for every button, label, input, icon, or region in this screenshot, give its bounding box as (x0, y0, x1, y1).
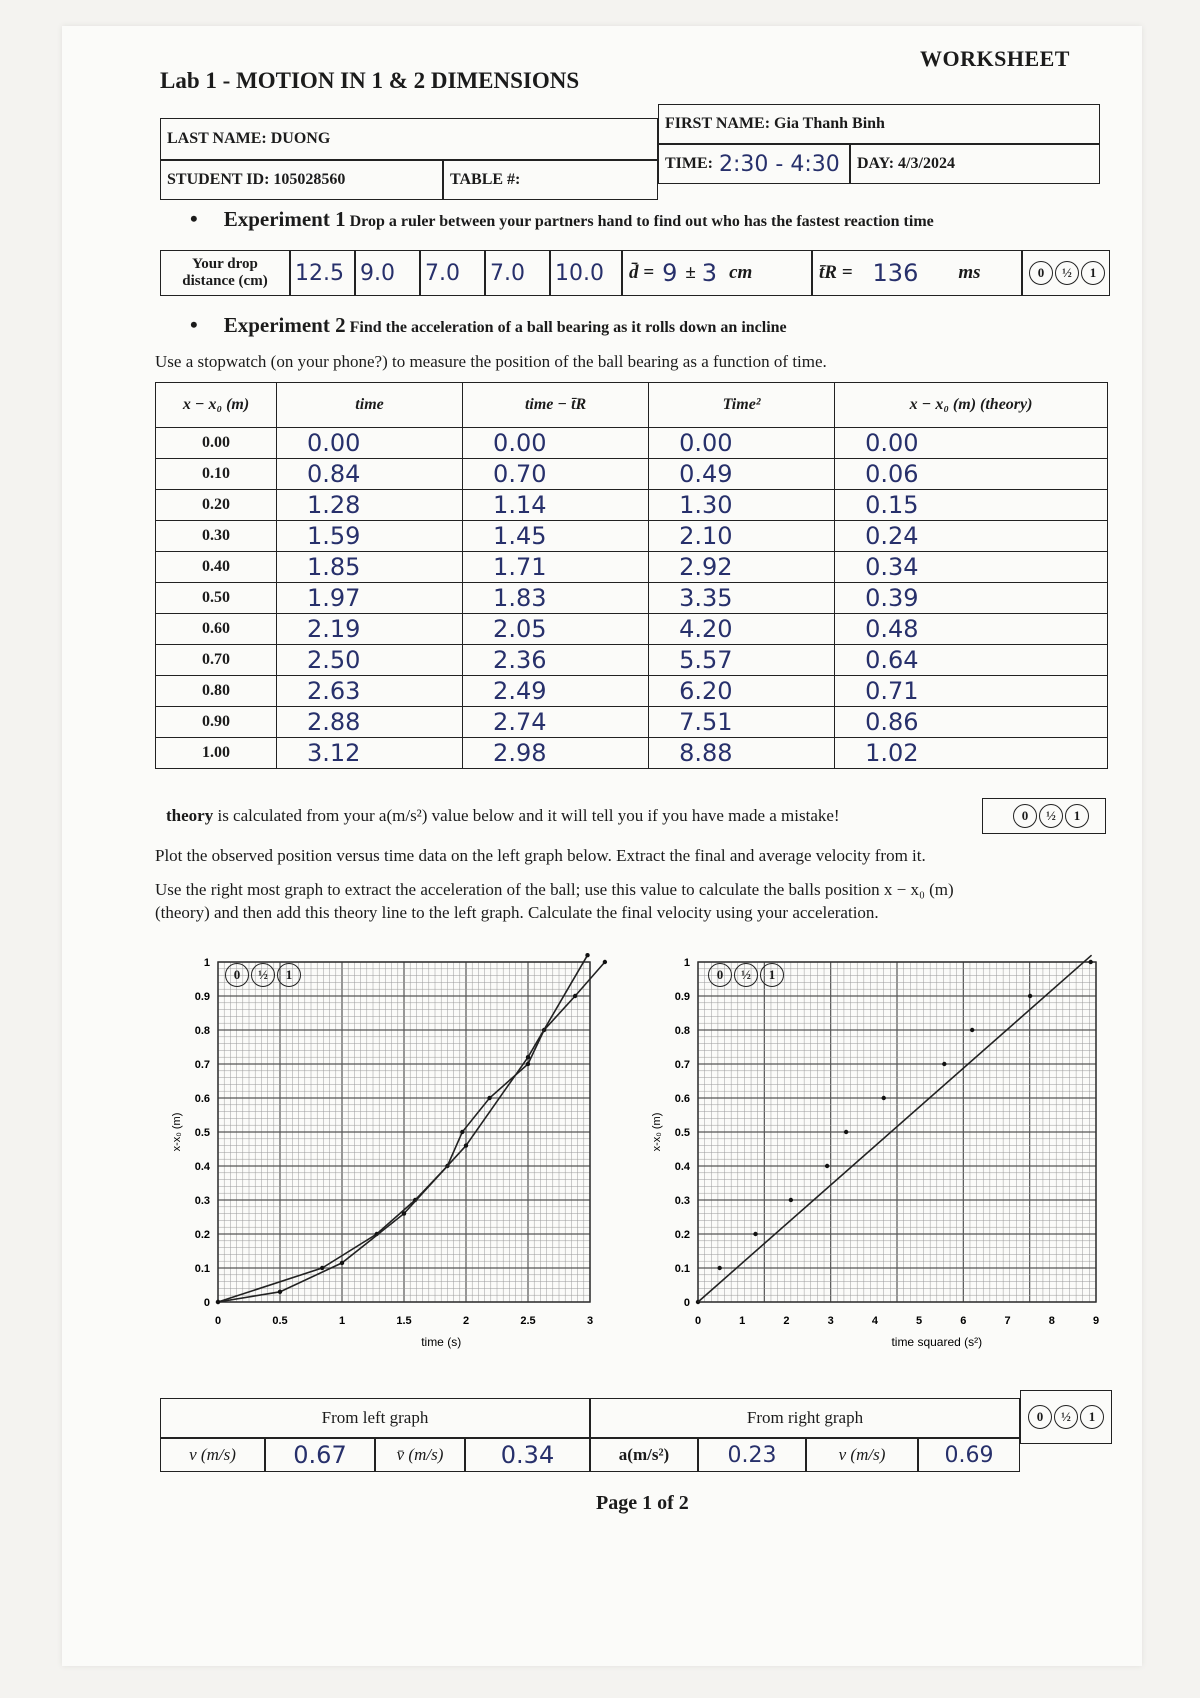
x-tick-label: 3 (586, 1315, 594, 1327)
data-point (573, 994, 577, 998)
x-tick-label: 4 (871, 1315, 878, 1327)
y-tick-label: 0.5 (674, 1127, 690, 1139)
exp2-text: Find the acceleration of a ball bearing as it rolls down an incline (349, 319, 787, 336)
d-mean-cell: d̄ = 9 ± 3 cm (622, 250, 812, 296)
measurement-cell: 0.34 (835, 552, 1108, 583)
time-label: TIME: (665, 155, 713, 172)
measurement-cell: 2.19 (277, 614, 463, 645)
column-header: Time² (649, 383, 835, 428)
v2-value: 0.69 (918, 1438, 1020, 1472)
x-tick-label: 5 (916, 1315, 923, 1327)
data-point (526, 1062, 530, 1066)
y-tick-label: 0.6 (674, 1093, 690, 1105)
day-field: DAY: 4/3/2024 (850, 144, 1100, 184)
plot-instruction-1: Plot the observed position versus time data on the left graph below. Extract the final and average velocity from it. (155, 846, 926, 865)
measurement-cell: 1.71 (463, 552, 649, 583)
y-tick-label: 0.8 (194, 1025, 210, 1037)
table-row (156, 707, 1108, 738)
measurement-cell: 2.36 (463, 645, 649, 676)
y-tick-label: 0.9 (194, 991, 210, 1003)
x-tick-label: 7 (1004, 1315, 1011, 1327)
d-value: 9 (662, 259, 678, 287)
x-tick-label: 9 (1092, 1315, 1100, 1327)
position-time-squared-chart (630, 940, 1120, 1360)
lab-title: Lab 1 - MOTION IN 1 & 2 DIMENSIONS (160, 68, 580, 93)
a-label: a(m/s²) (590, 1438, 698, 1472)
right-graph-heading: From right graph (590, 1398, 1020, 1438)
position-cell: 0.30 (156, 521, 277, 552)
y-axis-label: x-x₀ (m) (651, 1112, 663, 1152)
position-time-chart (150, 940, 630, 1360)
x-tick-label: 0 (694, 1315, 702, 1327)
plot-instruction-2: Use the right most graph to extract the acceleration of the ball; use this value to calculate the balls position x − x₀ (m) (155, 880, 954, 899)
position-cell: 0.50 (156, 583, 277, 614)
position-cell: 0.90 (156, 707, 277, 738)
data-point (487, 1096, 491, 1100)
position-cell: 0.70 (156, 645, 277, 676)
plot-instruction-3: (theory) and then add this theory line to the left graph. Calculate the final velocity using your acceleration. (155, 903, 879, 922)
measurement-cell: 1.28 (277, 490, 463, 521)
theory-note: theory is calculated from your a(m/s²) value below and it will tell you if you have made a mistake! (166, 806, 840, 825)
v-label: v (m/s) (160, 1438, 265, 1472)
exp1-heading-row: • Experiment 1 Drop a ruler between your partners hand to find out who has the fastest reaction time (190, 206, 934, 231)
data-point (585, 953, 589, 957)
x-tick-label: 1 (338, 1315, 346, 1327)
last-name-field: LAST NAME: DUONG (160, 118, 658, 160)
reaction-time-cell: t̄R = 136 ms (812, 250, 1022, 296)
data-point (216, 1300, 220, 1304)
table-row (156, 490, 1108, 521)
data-point (970, 1028, 974, 1032)
data-point (402, 1211, 406, 1215)
position-cell: 0.20 (156, 490, 277, 521)
measurement-cell: 0.00 (649, 428, 835, 459)
x-tick-label: 2 (783, 1315, 790, 1327)
table-row (156, 459, 1108, 490)
measurement-cell: 2.49 (463, 676, 649, 707)
measurement-cell: 3.12 (277, 738, 463, 769)
measurement-cell: 0.00 (835, 428, 1108, 459)
measurement-cell: 2.98 (463, 738, 649, 769)
drop-distance-2: 9.0 (355, 250, 420, 296)
y-tick-label: 0.9 (674, 991, 690, 1003)
x-tick-label: 6 (960, 1315, 967, 1327)
measurement-cell: 1.97 (277, 583, 463, 614)
table-row (156, 428, 1108, 459)
measurement-cell: 2.05 (463, 614, 649, 645)
drop-distance-label: Your drop distance (cm) (160, 250, 290, 296)
x-tick-label: 0 (214, 1315, 222, 1327)
series-line (218, 955, 588, 1302)
measurement-cell: 6.20 (649, 676, 835, 707)
y-tick-label: 0.7 (674, 1059, 690, 1071)
measurement-cell: 4.20 (649, 614, 835, 645)
measurement-cell: 2.10 (649, 521, 835, 552)
exp2-instruction: Use a stopwatch (on your phone?) to measure the position of the ball bearing as a function of time. (155, 352, 827, 371)
table-number-field: TABLE #: (443, 160, 658, 200)
data-table (155, 382, 1108, 769)
position-cell: 0.60 (156, 614, 277, 645)
column-header: x − x₀ (m) (theory) (835, 383, 1108, 428)
data-point (526, 1055, 530, 1059)
a-value: 0.23 (698, 1438, 806, 1472)
table-row (156, 583, 1108, 614)
left-graph-heading: From left graph (160, 1398, 590, 1438)
measurement-cell: 2.63 (277, 676, 463, 707)
exp1-heading: Experiment 1 (223, 207, 346, 231)
results-grade: 0 ½ 1 (1020, 1390, 1112, 1444)
y-tick-label: 1 (683, 957, 690, 969)
data-point (717, 1266, 721, 1270)
left-graph-grade: 0 ½ 1 (225, 963, 301, 987)
y-tick-label: 0.4 (674, 1161, 690, 1173)
v2-label: v (m/s) (806, 1438, 918, 1472)
measurement-cell: 0.70 (463, 459, 649, 490)
position-cell: 0.40 (156, 552, 277, 583)
data-point (464, 1143, 468, 1147)
y-tick-label: 0.2 (194, 1229, 210, 1241)
data-point (278, 1290, 282, 1294)
data-point (825, 1164, 829, 1168)
y-tick-label: 0.1 (674, 1263, 690, 1275)
time-field (658, 144, 850, 184)
position-cell: 0.00 (156, 428, 277, 459)
y-tick-label: 0.6 (194, 1093, 210, 1105)
y-tick-label: 0.2 (674, 1229, 690, 1241)
y-tick-label: 0.8 (674, 1025, 690, 1037)
measurement-cell: 0.15 (835, 490, 1108, 521)
data-point (1088, 960, 1092, 964)
measurement-cell: 2.88 (277, 707, 463, 738)
data-point (603, 960, 607, 964)
table-row (156, 676, 1108, 707)
table-row (156, 614, 1108, 645)
table-row (156, 738, 1108, 769)
measurement-cell: 0.64 (835, 645, 1108, 676)
right-graph-grade: 0 ½ 1 (708, 963, 784, 987)
exp1-grade: 0 ½ 1 (1022, 250, 1110, 296)
data-point (460, 1130, 464, 1134)
y-tick-label: 1 (203, 957, 210, 969)
measurement-cell: 0.00 (277, 428, 463, 459)
x-axis-label: time (s) (421, 1335, 462, 1349)
column-header: time (277, 383, 463, 428)
position-cell: 0.80 (156, 676, 277, 707)
measurement-cell: 0.84 (277, 459, 463, 490)
x-tick-label: 0.5 (272, 1315, 288, 1327)
x-tick-label: 8 (1048, 1315, 1055, 1327)
data-point (753, 1232, 757, 1236)
drop-distance-4: 7.0 (485, 250, 550, 296)
measurement-cell: 2.50 (277, 645, 463, 676)
measurement-cell: 0.24 (835, 521, 1108, 552)
y-tick-label: 0 (203, 1297, 210, 1309)
data-point (844, 1130, 848, 1134)
time-value: 2:30 - 4:30 (719, 151, 840, 177)
y-tick-label: 0.3 (194, 1195, 210, 1207)
measurement-cell: 0.49 (649, 459, 835, 490)
measurement-cell: 1.14 (463, 490, 649, 521)
data-point (882, 1096, 886, 1100)
worksheet-label: WORKSHEET (920, 46, 1070, 71)
data-point (1028, 994, 1032, 998)
x-tick-label: 2 (462, 1315, 470, 1327)
measurement-cell: 1.30 (649, 490, 835, 521)
x-tick-label: 3 (827, 1315, 834, 1327)
column-header: x − x₀ (m) (156, 383, 277, 428)
y-tick-label: 0.7 (194, 1059, 210, 1071)
measurement-cell: 0.86 (835, 707, 1108, 738)
y-tick-label: 0.3 (674, 1195, 690, 1207)
student-id-field: STUDENT ID: 105028560 (160, 160, 443, 200)
x-axis-label: time squared (s²) (891, 1335, 983, 1349)
drop-distance-3: 7.0 (420, 250, 485, 296)
y-tick-label: 0.5 (194, 1127, 210, 1139)
measurement-cell: 1.45 (463, 521, 649, 552)
y-tick-label: 0.1 (194, 1263, 210, 1275)
x-tick-label: 1 (739, 1315, 746, 1327)
measurement-cell: 3.35 (649, 583, 835, 614)
position-cell: 1.00 (156, 738, 277, 769)
x-tick-label: 2.5 (520, 1315, 536, 1327)
drop-distance-5: 10.0 (550, 250, 622, 296)
y-tick-label: 0.4 (194, 1161, 210, 1173)
data-point (942, 1062, 946, 1066)
data-point (320, 1266, 324, 1270)
measurement-cell: 0.06 (835, 459, 1108, 490)
measurement-cell: 2.92 (649, 552, 835, 583)
measurement-cell: 0.48 (835, 614, 1108, 645)
exp1-text: Drop a ruler between your partners hand to find out who has the fastest reaction time (349, 213, 934, 230)
measurement-cell: 1.83 (463, 583, 649, 614)
d-error: 3 (701, 259, 718, 287)
vbar-label: v̄ (m/s) (375, 1438, 465, 1472)
vbar-value: 0.34 (465, 1438, 590, 1472)
measurement-cell: 0.71 (835, 676, 1108, 707)
first-name-field: FIRST NAME: Gia Thanh Binh (658, 104, 1100, 144)
table-row (156, 552, 1108, 583)
theory-grade: 0 ½ 1 (982, 798, 1106, 834)
exp2-heading-row: • Experiment 2 Find the acceleration of a ball bearing as it rolls down an incline (190, 312, 787, 337)
measurement-cell: 0.39 (835, 583, 1108, 614)
fit-line (698, 955, 1092, 1302)
x-tick-label: 1.5 (396, 1315, 412, 1327)
measurement-cell: 0.00 (463, 428, 649, 459)
measurement-cell: 1.02 (835, 738, 1108, 769)
exp2-heading: Experiment 2 (223, 313, 346, 337)
data-point (340, 1261, 344, 1265)
measurement-cell: 7.51 (649, 707, 835, 738)
column-header: time − t̄R (463, 383, 649, 428)
measurement-cell: 5.57 (649, 645, 835, 676)
measurement-cell: 1.59 (277, 521, 463, 552)
page-number: Page 1 of 2 (596, 1492, 689, 1514)
v-value: 0.67 (265, 1438, 375, 1472)
measurement-cell: 1.85 (277, 552, 463, 583)
data-point (789, 1198, 793, 1202)
y-axis-label: x-x₀ (m) (171, 1112, 183, 1152)
table-row (156, 645, 1108, 676)
position-cell: 0.10 (156, 459, 277, 490)
table-row (156, 521, 1108, 552)
measurement-cell: 2.74 (463, 707, 649, 738)
drop-distance-1: 12.5 (290, 250, 355, 296)
tr-value: 136 (872, 259, 919, 287)
y-tick-label: 0 (683, 1297, 690, 1309)
measurement-cell: 8.88 (649, 738, 835, 769)
